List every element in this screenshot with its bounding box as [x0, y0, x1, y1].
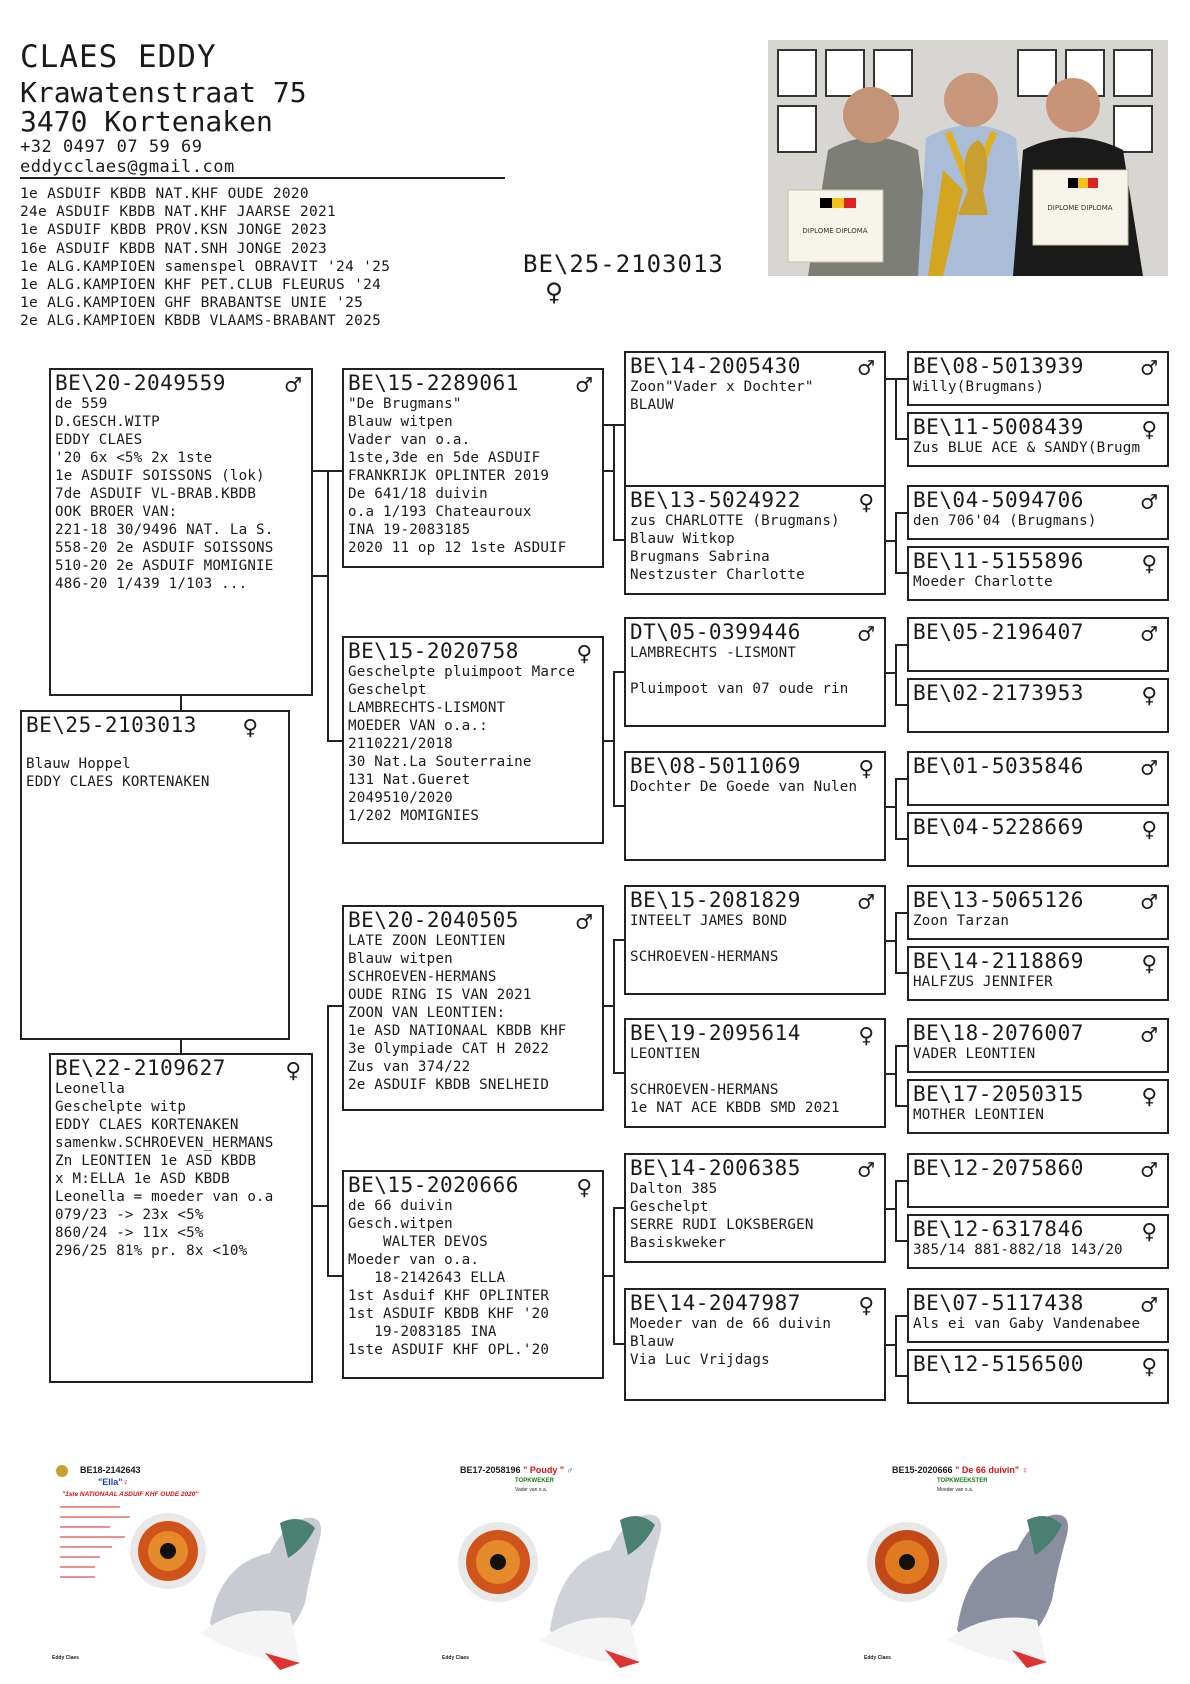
female-icon: ♀	[1141, 815, 1157, 845]
card-tag2: Moeder van o.a.	[937, 1487, 974, 1493]
female-icon: ♀	[545, 275, 564, 310]
subject-ring: BE\25-2103013	[523, 250, 724, 278]
g4-ring: BE\12-5156500	[913, 1352, 1084, 1376]
sire-info: de 559 D.GESCH.WITP EDDY CLAES '20 6x <5% 2x 1ste 1e ASDUIF SOISSONS (lok) 7de ASDUIF VL-BRAB.KBDB OOK BROER VAN: 221-18 30/9496 NAT. La S. 558-20 2e ASDUIF SOISSONS 510-20 2e ASDUIF MOMIGNIE 486-20 1/439 1/103 ...	[55, 396, 274, 592]
dd-info: de 66 duivin Gesch.witpen WALTER DEVOS Moeder van o.a. 18-2142643 ELLA 1st Asduif KHF OPLINTER 1st ASDUIF KBDB KHF '20 19-2083185 INA 1ste ASDUIF KHF OPL.'20	[348, 1198, 550, 1358]
sd-info: Geschelpte pluimpoot Marce Geschelpt LAMBRECHTS-LISMONT MOEDER VAN o.a.: 2110221/2018 30 Nat.La Souterraine 131 Nat.Gueret 2049510/2020 1/202 MOMIGNIES	[348, 664, 576, 824]
pedigree-g4-card[interactable]	[907, 351, 1169, 406]
female-icon: ♀	[858, 488, 874, 518]
card-tag: TOPKWEEKSTER	[937, 1478, 988, 1484]
card-ring: BE17-2058196	[460, 1465, 521, 1475]
male-icon: ♂	[566, 1465, 574, 1475]
sd-ring: BE\15-2020758	[348, 639, 519, 663]
pigeon-card-66-duivin[interactable]	[862, 1455, 1162, 1670]
g4-info: den 706'04 (Brugmans)	[913, 513, 1097, 529]
ss-ring: BE\15-2289061	[348, 371, 519, 395]
owner-city: 3470 Kortenaken	[20, 105, 273, 138]
male-icon: ♂	[1141, 354, 1157, 384]
male-icon: ♂	[1141, 888, 1157, 918]
pedigree-g4-card[interactable]	[907, 1288, 1169, 1343]
card-owner: Eddy Claes	[442, 1655, 469, 1661]
g4-ring: BE\04-5228669	[913, 815, 1084, 839]
female-icon: ♀	[1141, 549, 1157, 579]
female-icon: ♀	[576, 1173, 592, 1203]
g3-info: LEONTIEN SCHROEVEN-HERMANS 1e NAT ACE KBDB SMD 2021	[630, 1046, 840, 1116]
pigeon-illustration	[440, 1500, 740, 1670]
g4-ring: BE\07-5117438	[913, 1291, 1084, 1315]
g4-info: Zoon Tarzan	[913, 913, 1010, 929]
g3-info: Zoon"Vader x Dochter" BLAUW	[630, 379, 814, 413]
card-owner: Eddy Claes	[52, 1655, 79, 1661]
g4-ring: BE\14-2118869	[913, 949, 1084, 973]
pedigree-g4-card[interactable]	[907, 1349, 1169, 1404]
pedigree-sire-card[interactable]	[49, 368, 313, 696]
pedigree-g4-card[interactable]	[907, 412, 1169, 467]
male-icon: ♂	[1141, 1291, 1157, 1321]
pedigree-g3-card[interactable]	[624, 351, 886, 498]
pedigree-g4-card[interactable]	[907, 617, 1169, 672]
pedigree-g4-card[interactable]	[907, 1214, 1169, 1269]
g3-ring: BE\08-5011069	[630, 754, 801, 778]
g3-info: LAMBRECHTS -LISMONT Pluimpoot van 07 oude rin	[630, 645, 849, 697]
female-icon: ♀	[1141, 1217, 1157, 1247]
pedigree-g4-card[interactable]	[907, 885, 1169, 940]
dam-ring: BE\22-2109627	[55, 1056, 226, 1080]
pedigree-g3-card[interactable]	[624, 1018, 886, 1128]
owner-street: Krawatenstraat 75	[20, 76, 307, 109]
female-icon: ♀	[1141, 1082, 1157, 1112]
g3-ring: BE\14-2006385	[630, 1156, 801, 1180]
pedigree-g4-card[interactable]	[907, 1079, 1169, 1134]
dd-ring: BE\15-2020666	[348, 1173, 519, 1197]
g4-ring: BE\02-2173953	[913, 681, 1084, 705]
ss-info: "De Brugmans" Blauw witpen Vader van o.a. 1ste,3de en 5de ASDUIF FRANKRIJK OPLINTER 2019 De 641/18 duivin o.a 1/193 Chateauroux INA 19-2083185 2020 11 op 12 1ste ASDUIF	[348, 396, 567, 556]
pigeon-card-ella[interactable]	[50, 1455, 350, 1670]
female-icon: ♀	[1021, 1465, 1029, 1475]
g4-ring: BE\08-5013939	[913, 354, 1084, 378]
male-icon: ♂	[1141, 488, 1157, 518]
female-icon: ♀	[858, 1021, 874, 1051]
sire-ring: BE\20-2049559	[55, 371, 226, 395]
pedigree-g4-card[interactable]	[907, 946, 1169, 1001]
pedigree-g4-card[interactable]	[907, 678, 1169, 733]
pedigree-ss-card[interactable]	[342, 368, 604, 568]
pedigree-g4-card[interactable]	[907, 1153, 1169, 1208]
certificate-text-right: DIPLOME DIPLOMA	[1047, 204, 1113, 212]
g3-info: INTEELT JAMES BOND SCHROEVEN-HERMANS	[630, 913, 788, 965]
achievement-item: 16e ASDUIF KBDB NAT.SNH JONGE 2023	[20, 240, 328, 257]
g4-ring: BE\17-2050315	[913, 1082, 1084, 1106]
male-icon: ♂	[858, 354, 874, 384]
g3-ring: BE\14-2005430	[630, 354, 801, 378]
g4-info: MOTHER LEONTIEN	[913, 1107, 1045, 1123]
achievement-item: 24e ASDUIF KBDB NAT.KHF JAARSE 2021	[20, 204, 337, 221]
g4-info: 385/14 881-882/18 143/20	[913, 1242, 1123, 1258]
achievement-item: 1e ASDUIF KBDB NAT.KHF OUDE 2020	[20, 186, 309, 202]
pigeon-card-poudy[interactable]	[440, 1455, 740, 1670]
card-tag: "1ste NATIONAAL ASDUIF KHF OUDE 2020"	[62, 1491, 199, 1498]
pedigree-g4-card[interactable]	[907, 751, 1169, 806]
dam-info: Leonella Geschelpte witp EDDY CLAES KORTENAKEN samenkw.SCHROEVEN_HERMANS Zn LEONTIEN 1e ASD KBDB x M:ELLA 1e ASD KBDB Leonella = moeder van o.a 079/23 -> 23x <5% 860/24 -> 11x <5% 296/25 81% pr. 8x <10%	[55, 1081, 274, 1259]
female-icon: ♀	[858, 754, 874, 784]
g4-info: Als ei van Gaby Vandenabee	[913, 1316, 1141, 1332]
certificate-text-left: DIPLOME DIPLOMA	[802, 227, 868, 235]
card-name: " Poudy "	[523, 1465, 565, 1475]
pedigree-g4-card[interactable]	[907, 546, 1169, 601]
achievements-list	[20, 185, 390, 331]
root-ring: BE\25-2103013	[26, 713, 197, 737]
male-icon: ♂	[858, 620, 874, 650]
ds-info: LATE ZOON LEONTIEN Blauw witpen SCHROEVEN-HERMANS OUDE RING IS VAN 2021 ZOON VAN LEONTIEN: 1e ASD NATIONAAL KBDB KHF 3e Olympiade CAT H 2022 Zus van 374/22 2e ASDUIF KBDB SNELHEID	[348, 933, 567, 1093]
achievement-item: 1e ALG.KAMPIOEN KHF PET.CLUB FLEURUS '24	[20, 277, 382, 294]
g4-ring: BE\18-2076007	[913, 1021, 1084, 1045]
g4-ring: BE\11-5155896	[913, 549, 1084, 573]
g4-ring: BE\11-5008439	[913, 415, 1084, 439]
female-icon: ♀	[242, 713, 258, 743]
female-icon: ♀	[285, 1056, 301, 1086]
header-divider	[20, 177, 505, 179]
pedigree-root-card[interactable]	[20, 710, 290, 1040]
card-ring: BE15-2020666	[892, 1465, 953, 1475]
card-tag2: Vader van o.a.	[515, 1487, 548, 1493]
pedigree-dd-card[interactable]	[342, 1170, 604, 1379]
male-icon: ♂	[1141, 1021, 1157, 1051]
pedigree-g3-card[interactable]	[624, 617, 886, 727]
g3-info: Dalton 385 Geschelpt SERRE RUDI LOKSBERGEN Basiskweker	[630, 1181, 814, 1251]
card-name: "Ella"	[98, 1477, 123, 1487]
photo-illustration	[768, 40, 1168, 276]
pedigree-g3-card[interactable]	[624, 485, 886, 595]
male-icon: ♂	[285, 371, 301, 401]
card-tag: TOPKWEKER	[515, 1478, 554, 1484]
male-icon: ♂	[858, 888, 874, 918]
male-icon: ♂	[1141, 754, 1157, 784]
card-name: " De 66 duivin"	[955, 1465, 1020, 1475]
pedigree-g3-card[interactable]	[624, 751, 886, 861]
achievement-item: 1e ALG.KAMPIOEN GHF BRABANTSE UNIE '25	[20, 295, 364, 312]
achievement-item: 1e ASDUIF KBDB PROV.KSN JONGE 2023	[20, 222, 328, 239]
female-icon: ♀	[576, 639, 592, 669]
achievement-item: 1e ALG.KAMPIOEN samenspel OBRAVIT '24 '25	[20, 258, 391, 275]
g4-ring: BE\05-2196407	[913, 620, 1084, 644]
female-icon: ♀	[1141, 415, 1157, 445]
card-owner: Eddy Claes	[864, 1655, 891, 1661]
g3-info: Dochter De Goede van Nulen	[630, 779, 858, 795]
g3-ring: BE\19-2095614	[630, 1021, 801, 1045]
owner-name: CLAES EDDY	[20, 39, 217, 75]
g4-info: Zus BLUE ACE & SANDY(Brugm	[913, 440, 1141, 456]
g4-info: HALFZUS JENNIFER	[913, 974, 1053, 990]
pedigree-g4-card[interactable]	[907, 812, 1169, 867]
g3-ring: BE\13-5024922	[630, 488, 801, 512]
g3-info: Moeder van de 66 duivin Blauw Via Luc Vrijdags	[630, 1316, 832, 1368]
achievement-item: 2e ALG.KAMPIOEN KBDB VLAAMS-BRABANT 2025	[20, 313, 382, 330]
g4-ring: BE\04-5094706	[913, 488, 1084, 512]
male-icon: ♂	[576, 908, 592, 938]
medal-icon	[56, 1465, 68, 1477]
g4-ring: BE\12-6317846	[913, 1217, 1084, 1241]
owner-email: eddycclaes@gmail.com	[20, 157, 235, 177]
owner-phone: +32 0497 07 59 69	[20, 137, 203, 157]
pedigree-g3-card[interactable]	[624, 1153, 886, 1263]
male-icon: ♂	[1141, 620, 1157, 650]
owner-photo	[768, 40, 1168, 276]
pigeon-illustration	[50, 1503, 350, 1670]
g3-info: zus CHARLOTTE (Brugmans) Blauw Witkop Brugmans Sabrina Nestzuster Charlotte	[630, 513, 840, 583]
pedigree-g4-card[interactable]	[907, 485, 1169, 540]
male-icon: ♂	[1141, 1156, 1157, 1186]
male-icon: ♂	[576, 371, 592, 401]
pedigree-g3-card[interactable]	[624, 1288, 886, 1401]
g3-ring: BE\15-2081829	[630, 888, 801, 912]
g4-ring: BE\13-5065126	[913, 888, 1084, 912]
g3-ring: DT\05-0399446	[630, 620, 801, 644]
female-icon: ♀	[1141, 1352, 1157, 1382]
pedigree-sd-card[interactable]	[342, 636, 604, 844]
male-icon: ♂	[858, 1156, 874, 1186]
g4-info: VADER LEONTIEN	[913, 1046, 1036, 1062]
female-icon: ♀	[858, 1291, 874, 1321]
pigeon-illustration	[862, 1500, 1162, 1670]
g4-ring: BE\01-5035846	[913, 754, 1084, 778]
pedigree-g4-card[interactable]	[907, 1018, 1169, 1073]
pedigree-dam-card[interactable]	[49, 1053, 313, 1383]
female-icon: ♀	[1141, 949, 1157, 979]
pedigree-ds-card[interactable]	[342, 905, 604, 1111]
root-info: Blauw Hoppel EDDY CLAES KORTENAKEN	[26, 756, 210, 790]
g3-ring: BE\14-2047987	[630, 1291, 801, 1315]
female-icon: ♀	[1141, 681, 1157, 711]
pedigree-g3-card[interactable]	[624, 885, 886, 995]
ds-ring: BE\20-2040505	[348, 908, 519, 932]
female-icon: ♀	[122, 1477, 130, 1487]
g4-ring: BE\12-2075860	[913, 1156, 1084, 1180]
g4-info: Moeder Charlotte	[913, 574, 1053, 590]
g4-info: Willy(Brugmans)	[913, 379, 1045, 395]
card-ring: BE18-2142643	[80, 1465, 141, 1475]
